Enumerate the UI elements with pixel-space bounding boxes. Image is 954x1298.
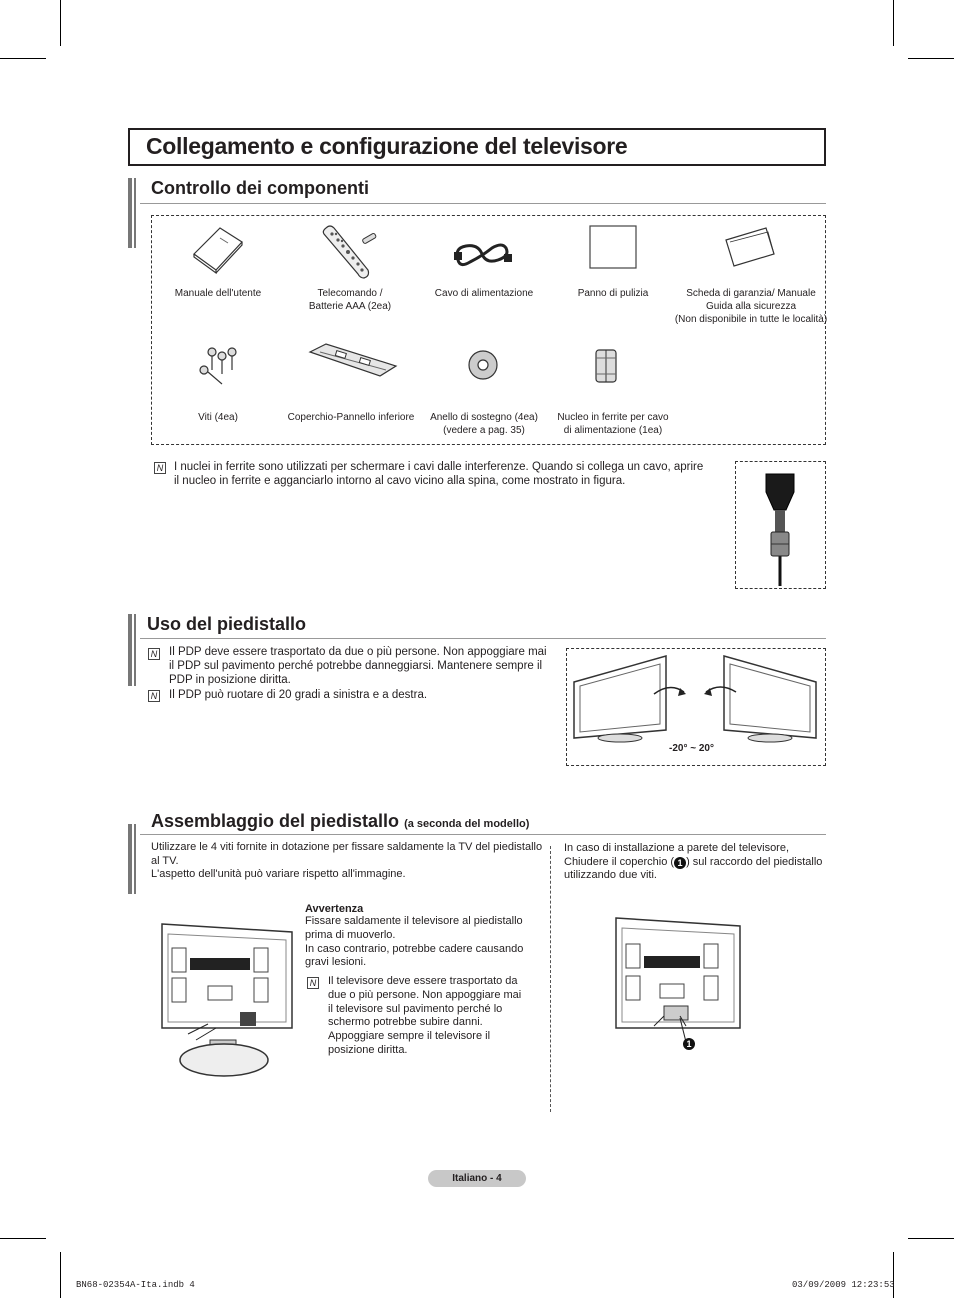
section-rule [140,638,826,639]
component-label: Viti (4ea) [198,412,238,423]
crop-mark [60,0,61,46]
crop-mark [60,1252,61,1298]
page-title: Collegamento e configurazione del televisore [146,133,628,159]
remote-control-icon [318,222,380,280]
ferrite-note-text: I nuclei in ferrite sono utilizzati per schermare i cavi dalle interferenze. Quando si collega un cavo, aprire il nucleo in ferrite e agganciarlo intorno al cavo vicino alla spina, come mostrato in figura. [174,461,704,487]
rotation-label: -20° ~ 20° [669,743,714,754]
component-label: Coperchio-Pannello inferiore [287,412,415,423]
marker-1: 1 [674,857,686,869]
section-bar [128,824,140,894]
warning-text: Fissare saldamente il televisore al piedistallo prima di muoverlo. In caso contrario, potrebbe cadere causando gravi lesioni. [305,915,524,969]
note-icon: N [148,648,160,660]
warning-note: Il televisore deve essere trasportato da due o più persone. Non appoggiare mai il televisore sul pavimento perché lo schermo potrebbe subire danni. Appoggiare sempre il televisore il posizione diritta. [328,975,522,1056]
note-icon: N [148,690,160,702]
crop-mark [893,0,894,46]
wall-mount-cover-illustration [614,914,742,1044]
crop-mark [908,58,954,59]
tv-rotation-illustration [570,652,822,752]
cleaning-cloth-icon [588,224,638,270]
warning-title: Avvertenza [305,903,364,915]
stand-use-note: Il PDP deve essere trasportato da due o più persone. Non appoggiare mai il PDP sul pavimento perché potrebbe danneggiarsi. Mantenere sempre il PDP in posizione diritta. [169,646,547,686]
section-title-stand-use: Uso del piedistallo [147,614,307,634]
component-label: Nucleo in ferrite per cavo di alimentazione (1ea) [557,412,669,436]
section-rule [140,834,826,835]
file-slug: BN68-02354A-Ita.indb 4 [76,1280,195,1290]
component-label: Telecomando / Batterie AAA (2ea) [308,288,392,312]
note-icon: N [154,462,166,474]
manual-icon [190,224,246,274]
assembly-instructions: Utilizzare le 4 viti fornite in dotazione per fissare saldamente la TV del piedistallo al TV. L'aspetto dell'unità può variare rispetto all'immagine. [151,841,543,880]
bottom-cover-icon [306,342,398,378]
component-label: Anello di sostegno (4ea) (vedere a pag. 35) [430,412,538,436]
warranty-card-icon [724,226,776,268]
crop-mark [0,58,46,59]
component-label: Scheda di garanzia/ Manuale Guida alla sicurezza (Non disponibile in tutte le località) [674,288,828,325]
page-title-box [128,128,826,166]
plug-with-ferrite-icon [760,470,800,586]
stand-assembly-illustration [160,918,300,1082]
screws-icon [196,344,242,390]
stand-use-note: Il PDP può ruotare di 20 gradi a sinistra e a destra. [169,689,428,701]
date-slug: 03/09/2009 12:23:53 [792,1280,895,1290]
crop-mark [893,1252,894,1298]
component-label: Cavo di alimentazione [434,288,534,299]
wall-mount-instructions: In caso di installazione a parete del televisore, Chiudere il coperchio ( 1 ) sul raccordo del piedistallo utilizzando due viti. [564,842,823,881]
column-divider [550,846,551,1112]
section-bar [128,614,140,686]
figure-marker-1: 1 [683,1038,695,1050]
note-icon: N [307,977,319,989]
crop-mark [0,1238,46,1239]
section-subtitle: (a seconda del modello) [404,818,530,830]
section-title-stand-assembly: Assemblaggio del piedistallo (a seconda del modello) [151,811,530,831]
holder-ring-icon [466,348,500,382]
component-label: Manuale dell'utente [174,288,262,299]
component-label: Panno di pulizia [577,288,649,299]
section-rule [140,203,826,204]
page-number-label: Italiano - 4 [428,1170,526,1187]
section-title-components: Controllo dei componenti [151,178,369,198]
crop-mark [908,1238,954,1239]
power-cord-icon [452,238,514,272]
ferrite-core-icon [592,346,620,386]
section-bar [128,178,140,248]
